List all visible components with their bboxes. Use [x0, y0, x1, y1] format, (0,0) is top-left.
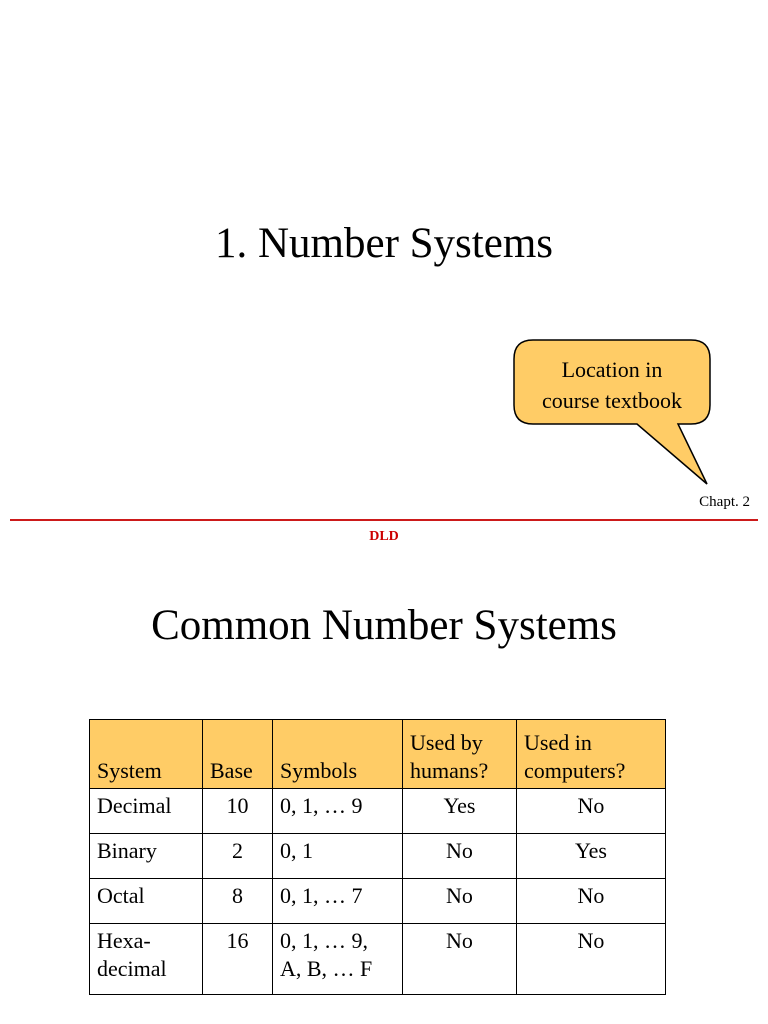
cell-system-line-2: decimal — [97, 956, 167, 981]
header-used-in-computers — [517, 720, 666, 789]
table-row — [90, 879, 666, 924]
callout-line-2: course textbook — [542, 388, 682, 413]
cell-base: 2 — [203, 834, 273, 879]
cell-system-line-1: Hexa- — [97, 928, 151, 953]
number-systems-table — [89, 719, 666, 995]
cell-used-by-humans: No — [403, 924, 517, 995]
header-computers-line-1: Used in — [524, 730, 592, 755]
cell-symbols: 0, 1, … 7 — [273, 879, 403, 924]
slide-divider — [10, 519, 758, 521]
cell-used-in-computers: No — [517, 924, 666, 995]
table-row — [90, 789, 666, 834]
cell-symbols-line-2: A, B, … F — [280, 956, 373, 981]
header-used-by-humans — [403, 720, 517, 789]
callout-text — [513, 354, 711, 416]
header-humans-line-1: Used by — [410, 730, 483, 755]
cell-symbols-line-1: 0, 1, … 9, — [280, 928, 368, 953]
header-base: Base — [203, 720, 273, 789]
table-row — [90, 834, 666, 879]
callout-bubble — [513, 339, 711, 425]
cell-system: Octal — [90, 879, 203, 924]
cell-used-in-computers: Yes — [517, 834, 666, 879]
cell-base: 16 — [203, 924, 273, 995]
cell-used-by-humans: No — [403, 879, 517, 924]
cell-system — [90, 924, 203, 995]
table-header-row — [90, 720, 666, 789]
slide-title-common-number-systems: Common Number Systems — [151, 602, 617, 649]
header-symbols: Symbols — [273, 720, 403, 789]
cell-symbols — [273, 924, 403, 995]
cell-system: Binary — [90, 834, 203, 879]
cell-used-in-computers: No — [517, 879, 666, 924]
cell-system: Decimal — [90, 789, 203, 834]
header-system: System — [90, 720, 203, 789]
table-row — [90, 924, 666, 995]
slide-title-number-systems: 1. Number Systems — [214, 220, 554, 267]
header-computers-line-2: computers? — [524, 758, 626, 783]
cell-used-in-computers: No — [517, 789, 666, 834]
header-humans-line-2: humans? — [410, 758, 489, 783]
chapter-reference: Chapt. 2 — [699, 494, 750, 510]
cell-used-by-humans: Yes — [403, 789, 517, 834]
footer-label: DLD — [369, 529, 399, 544]
cell-used-by-humans: No — [403, 834, 517, 879]
callout-line-1: Location in — [561, 357, 663, 382]
cell-symbols: 0, 1, … 9 — [273, 789, 403, 834]
cell-base: 10 — [203, 789, 273, 834]
cell-symbols: 0, 1 — [273, 834, 403, 879]
cell-base: 8 — [203, 879, 273, 924]
